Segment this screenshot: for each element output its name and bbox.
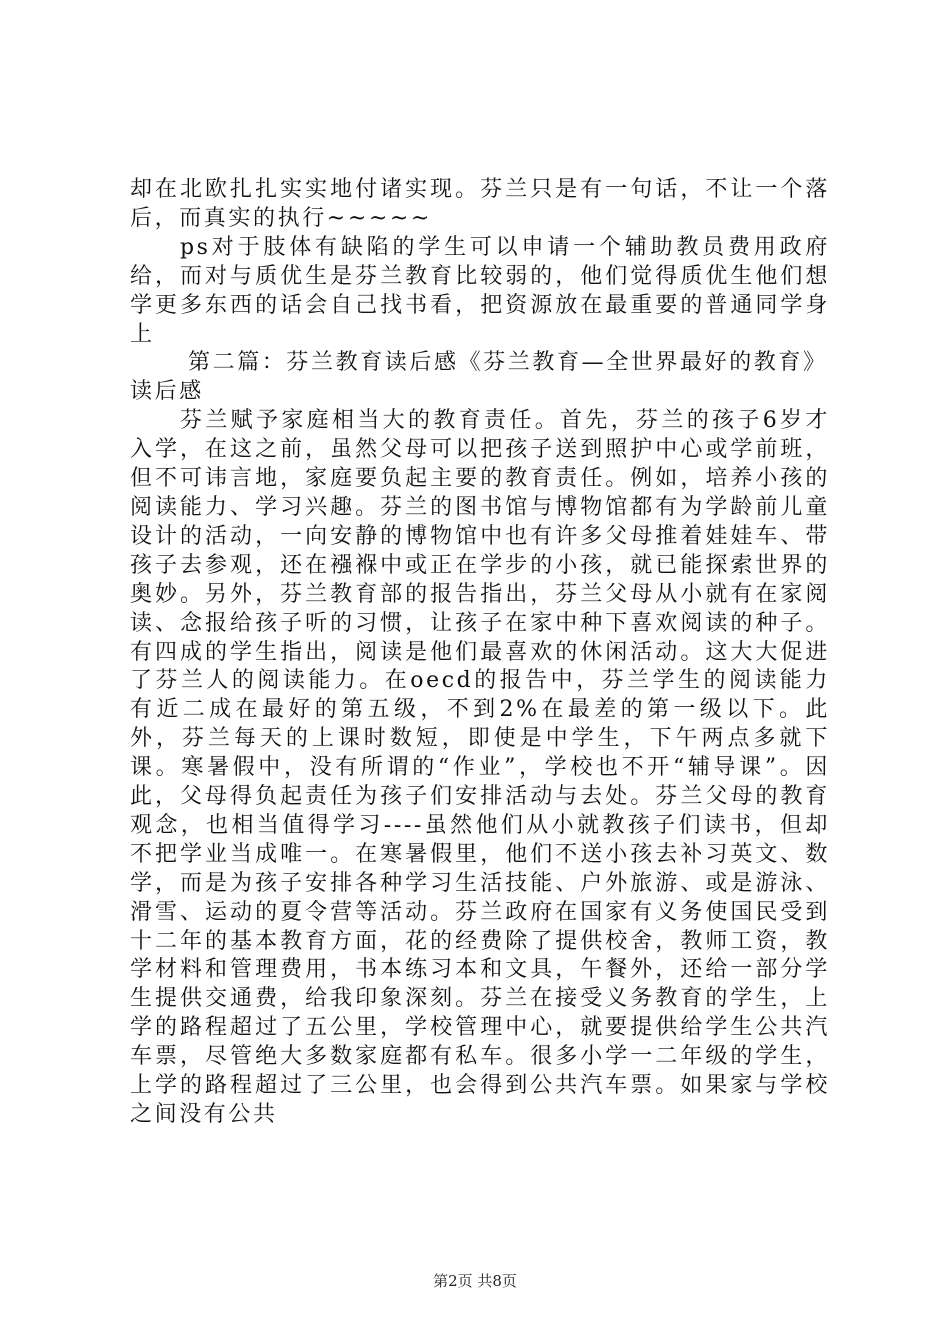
paragraph-main-body: 芬兰赋予家庭相当大的教育责任。首先，芬兰的孩子6岁才入学，在这之前，虽然父母可以把孩子送到照护中心或学前班，但不可讳言地，家庭要负起主要的教育责任。例如，培养小孩的阅读能力、学习兴趣。芬兰的图书馆与博物馆都有为学龄前儿童设计的活动，一向安静的博物馆中也有许多父母推着娃娃车、带孩子去参观，还在襁褓中或正在学步的小孩，就已能探索世界的奥妙。另外，芬兰教育部的报告指出，芬兰父母从小就有在家阅读、念报给孩子听的习惯，让孩子在家中种下喜欢阅读的种子。有四成的学生指出，阅读是他们最喜欢的休闲活动。这大大促进了芬兰人的阅读能力。在oecd的报告中，芬兰学生的阅读能力有近二成在最好的第五级，不到2%在最差的第一级以下。此外，芬兰每天的上课时数短，即使是中学生，下午两点多就下课。寒暑假中，没有所谓的“作业”，学校也不开“辅导课”。因此，父母得负起责任为孩子们安排活动与去处。芬兰父母的教育观念，也相当值得学习----虽然他们从小就教孩子们读书，但却不把学业当成唯一。在寒暑假里，他们不送小孩去补习英文、数学，而是为孩子安排各种学习生活技能、户外旅游、或是游泳、滑雪、运动的夏令营等活动。芬兰政府在国家有义务使国民受到十二年的基本教育方面，花的经费除了提供校舍，教师工资，教学材料和管理费用，书本练习本和文具，午餐外，还给一部分学生提供交通费，给我印象深刻。芬兰在接受义务教育的学生，上学的路程超过了五公里，学校管理中心，就要提供给学生公共汽车票，尽管绝大多数家庭都有私车。很多小学一二年级的学生，上学的路程超过了三公里，也会得到公共汽车票。如果家与学校之间没有公共: [130, 408, 830, 1127]
paragraph-continuation: 却在北欧扎扎实实地付诸实现。芬兰只是有一句话，不让一个落后，而真实的执行~~~~~: [130, 177, 830, 231]
section-heading: 第二篇：芬兰教育读后感《芬兰教育—全世界最好的教育》读后感: [130, 350, 828, 405]
document-body: [130, 176, 830, 1130]
paragraph-ps-note: ps对于肢体有缺陷的学生可以申请一个辅助教员费用政府给，而对与质优生是芬兰教育比较弱的，他们觉得质优生他们想学更多东西的话会自己找书看，把资源放在最重要的普通同学身上: [130, 234, 830, 347]
page-footer: 第2页 共8页: [433, 1272, 517, 1290]
